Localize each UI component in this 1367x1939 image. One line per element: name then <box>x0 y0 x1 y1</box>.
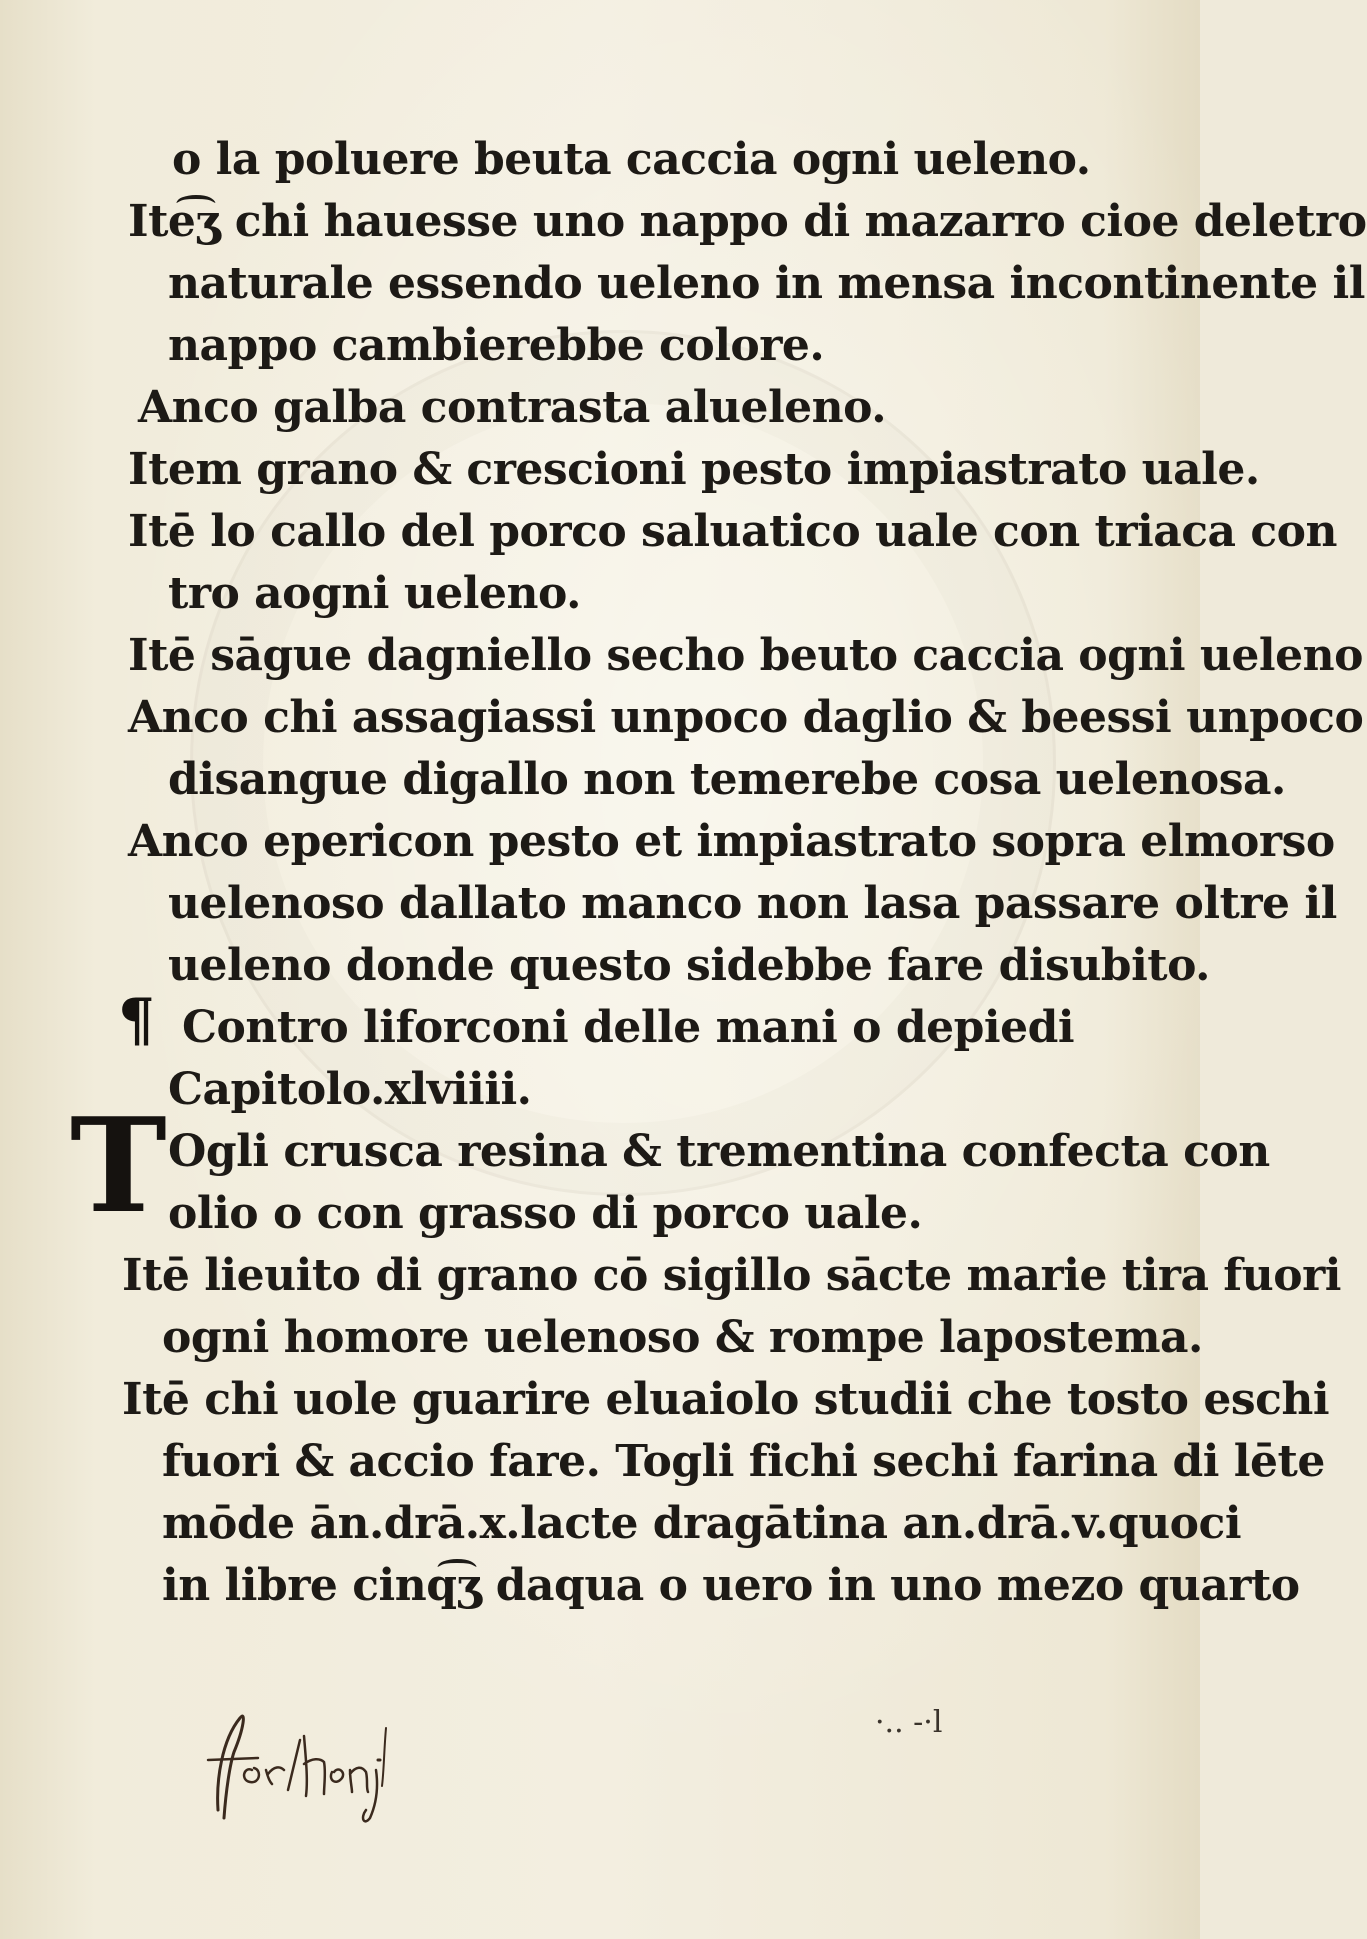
drop-cap-initial: T <box>70 1089 167 1242</box>
text-line-21: Itē chi uole guarire eluaiolo studii che tosto eschi <box>122 1374 1330 1425</box>
chapter-number: Capitolo.xlviiii. <box>168 1064 532 1115</box>
text-line-22: fuori & accio fare. Togli fichi sechi farina di lēte <box>162 1436 1325 1487</box>
text-line-3: naturale essendo ueleno in mensa incontinente il <box>168 258 1365 309</box>
text-line-10: Anco chi assagiassi unpoco daglio & beessi unpoco <box>128 692 1364 743</box>
handwritten-signature <box>200 1700 420 1830</box>
text-line-14: ueleno donde questo sidebbe fare disubito. <box>168 940 1211 991</box>
text-line-13: uelenoso dallato manco non lasa passare oltre il <box>168 878 1337 929</box>
text-line-18: olio o con grasso di porco uale. <box>168 1188 923 1239</box>
text-line-11: disangue digallo non temerebe cosa uelenosa. <box>168 754 1286 805</box>
text-line-17: Ogli crusca resina & trementina confecta con <box>168 1126 1270 1177</box>
text-line-7: Itē lo callo del porco saluatico uale con triaca con <box>128 506 1337 557</box>
pilcrow-mark: ¶ <box>118 986 155 1054</box>
text-line-5: Anco galba contrasta alueleno. <box>138 382 887 433</box>
chapter-heading: Contro liforconi delle mani o depiedi <box>182 1002 1075 1053</box>
text-line-9: Itē sāgue dagniello secho beuto caccia ogni ueleno <box>128 630 1363 681</box>
text-line-19: Itē lieuito di grano cō sigillo sācte marie tira fuori <box>122 1250 1341 1301</box>
text-line-24: in libre cinq͡ʒ daqua o uero in uno mezo quarto <box>162 1560 1300 1611</box>
text-line-8: tro aogni ueleno. <box>168 568 581 619</box>
text-line-2: Ite͡ʒ chi hauesse uno nappo di mazarro cioe deletro <box>128 196 1367 247</box>
text-line-1: o la poluere beuta caccia ogni ueleno. <box>172 134 1091 185</box>
text-line-20: ogni homore uelenoso & rompe lapostema. <box>162 1312 1203 1363</box>
marginal-pencil-marks: ·.. -·l <box>875 1705 943 1740</box>
text-line-6: Item grano & crescioni pesto impiastrato uale. <box>128 444 1260 495</box>
text-line-12: Anco epericon pesto et impiastrato sopra elmorso <box>128 816 1335 867</box>
text-line-23: mōde ān.drā.x.lacte dragātina an.drā.v.quoci <box>162 1498 1242 1549</box>
text-line-4: nappo cambierebbe colore. <box>168 320 825 371</box>
